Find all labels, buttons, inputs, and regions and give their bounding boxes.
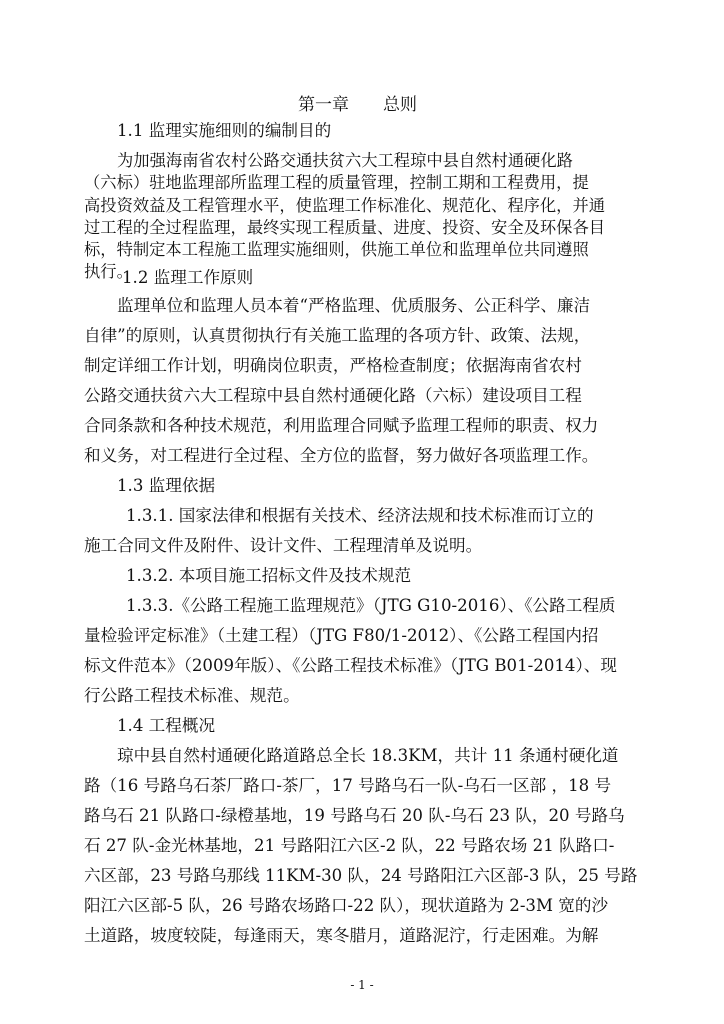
page-number: - 1 - — [350, 978, 374, 992]
chapter-title — [298, 95, 417, 115]
section-heading-1-4: 1.4 工程概况 — [117, 716, 216, 735]
paragraph-line: 自律”的原则，认真贯彻执行有关施工监理的各项方针、政策、法规， — [84, 326, 591, 345]
paragraph-line: 土道路，坡度较陡，每逢雨天，寒冬腊月，道路泥泞，行走困难。为解 — [84, 926, 599, 945]
paragraph-line: 高投资效益及工程管理水平，使监理工作标准化、规范化、程序化，并通 — [84, 196, 606, 215]
chapter-number: 第一章 — [298, 95, 349, 115]
paragraph-line: 琼中县自然村通硬化路道路总全长 18.3KM，共计 11 条通村硬化道 — [117, 746, 619, 765]
paragraph-line: 公路交通扶贫六大工程琼中县自然村通硬化路（六标）建设项目工程 — [84, 386, 582, 405]
paragraph-line: 标，特制定本工程施工监理实施细则，供施工单位和监理单位共同遵照 — [84, 240, 589, 259]
paragraph-line: 1.3.1. 国家法律和根据有关技术、经济法规和技术标准而订立的 — [126, 506, 594, 525]
paragraph-line: 阳江六区部-5 队，26 号路农场路口-22 队），现状道路为 2-3M 宽的沙 — [84, 896, 609, 915]
paragraph-line: 执行。 — [84, 262, 133, 281]
paragraph-line: 施工合同文件及附件、设计文件、工程理清单及说明。 — [84, 536, 483, 555]
paragraph-line: 六区部，23 号路乌那线 11KM-30 队，24 号路阳江六区部-3 队，25 号路 — [84, 866, 638, 885]
paragraph-line: 监理单位和监理人员本着“严格监理、优质服务、公正科学、廉洁 — [117, 296, 591, 315]
paragraph-line: 标文件范本》（2009年版）、《公路工程技术标准》（JTG B01-2014）、现 — [84, 656, 617, 675]
paragraph-line: 1.3.2. 本项目施工招标文件及技术规范 — [126, 566, 412, 585]
section-heading-1-2: 1.2 监理工作原则 — [122, 268, 254, 287]
paragraph-line: 量检验评定标准》（土建工程）（JTG F80/1-2012）、《公路工程国内招 — [84, 626, 599, 645]
paragraph-line: 路乌石 21 队路口-绿橙基地，19 号路乌石 20 队-乌石 23 队，20 号路乌 — [84, 806, 625, 825]
paragraph-line: （六标）驻地监理部所监理工程的质量管理，控制工期和工程费用，提 — [84, 173, 589, 192]
paragraph-line: 制定详细工作计划，明确岗位职责，严格检查制度；依据海南省农村 — [84, 356, 582, 375]
paragraph-line: 行公路工程技术标准、规范。 — [84, 686, 300, 705]
paragraph-line: 路（16 号路乌石茶厂路口-茶厂，17 号路乌石一队-乌石一区部 ，18 号 — [84, 776, 612, 795]
paragraph-line: 合同条款和各种技术规范，利用监理合同赋予监理工程师的职责、权力 — [84, 416, 599, 435]
paragraph-line: 和义务，对工程进行全过程、全方位的监督，努力做好各项监理工作。 — [84, 446, 599, 465]
paragraph-line: 过工程的全过程监理，最终实现工程质量、进度、投资、安全及环保各目 — [84, 218, 606, 237]
chapter-name: 总则 — [383, 95, 417, 115]
paragraph-line: 石 27 队-金光林基地，21 号路阳江六区-2 队，22 号路农场 21 队路口- — [84, 836, 615, 855]
section-heading-1-3: 1.3 监理依据 — [117, 476, 216, 495]
paragraph-line: 1.3.3.《公路工程施工监理规范》（JTG G10-2016）、《公路工程质 — [126, 596, 616, 615]
section-heading-1-1: 1.1 监理实施细则的编制目的 — [117, 121, 332, 140]
paragraph-line: 为加强海南省农村公路交通扶贫六大工程琼中县自然村通硬化路 — [117, 151, 573, 170]
